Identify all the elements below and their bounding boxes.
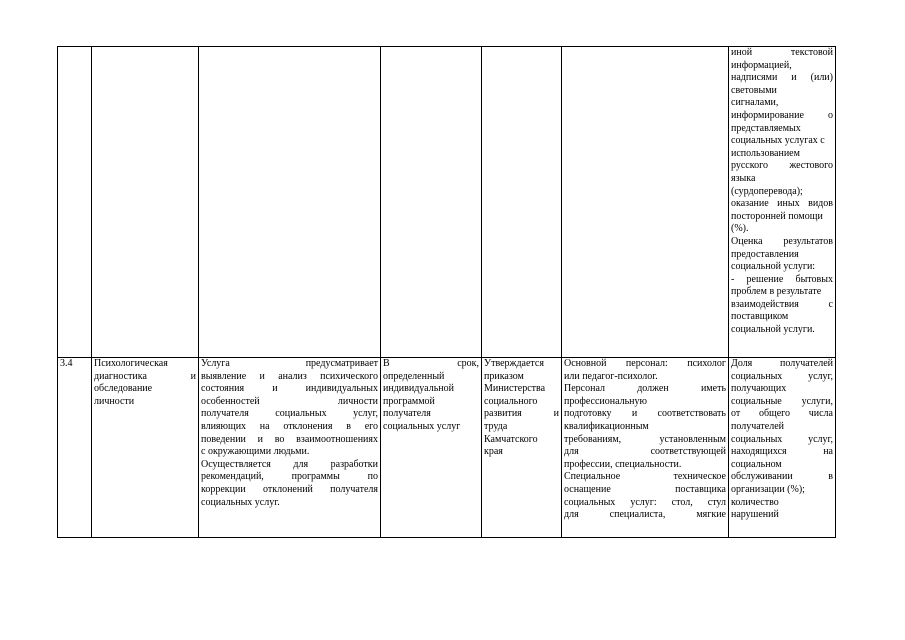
text-line: надписями и (или) [731, 72, 833, 84]
text-line: рекомендаций, программы по [201, 471, 378, 483]
text-line: информацией, [731, 59, 792, 71]
text-line: требованиям, установленным [564, 433, 726, 445]
cell-service-cost [482, 358, 562, 538]
text-line: профессиональную [564, 395, 647, 407]
text-line: Основной персонал: психолог [564, 358, 726, 369]
text-line: или педагог-психолог. [564, 370, 658, 382]
text-line: взаимодействия с [731, 298, 833, 310]
cell-service-indicators [729, 358, 836, 538]
text-line: находящихся на [731, 446, 833, 458]
cell-description [199, 47, 381, 358]
text-line: состояния и индивидуальных [201, 383, 378, 395]
text-line: социальных услуг. [201, 496, 280, 508]
text-line: русского жестового [731, 160, 833, 172]
text-line: труда [484, 420, 508, 432]
text-line: социальных услугах с [731, 135, 825, 147]
text-line: В срок, [383, 358, 479, 369]
text-line: программой [383, 395, 435, 407]
text-line: Доля получателей [731, 358, 833, 369]
text-line: получателя [383, 408, 431, 420]
text-line: социальных услуг: стол, стул [564, 496, 726, 508]
cell-cost [482, 47, 562, 358]
text-line: личности [94, 395, 135, 407]
text-line: (%). [731, 223, 749, 235]
text-line: - решение бытовых [731, 273, 833, 285]
text-line: оснащение поставщика [564, 483, 726, 495]
text-line: для специалиста, мягкие [564, 509, 726, 521]
text-line: социальных услуг, [731, 433, 833, 445]
text-line: (сурдоперевода); [731, 185, 803, 197]
text-line: представляемых [731, 122, 801, 134]
text-line: для соответствующей [564, 446, 726, 458]
text-line: Специальное техническое [564, 471, 726, 483]
cell-service-description [199, 358, 381, 538]
text-line: диагностика и [94, 370, 196, 382]
text-line: социальной услуги: [731, 261, 816, 273]
text-line: профессии, специальности. [564, 458, 682, 470]
text-line: социальном [731, 458, 782, 470]
text-line: нарушений [731, 509, 779, 521]
text-line: Осуществляется для разработки [201, 458, 378, 470]
text-line: языка [731, 172, 756, 184]
cell-number: 3.4 [58, 358, 92, 538]
text-line: приказом [484, 370, 524, 382]
cell-conditions [562, 47, 729, 358]
text-line: обследование [94, 383, 153, 395]
text-line: получателя социальных услуг, [201, 408, 378, 420]
text-line: использованием [731, 147, 800, 159]
table-row-3-4 [58, 358, 836, 538]
text-line: влияющих на отклонения в его [201, 420, 378, 432]
text-line: особенностей личности [201, 395, 378, 407]
text-line: обслуживании в [731, 471, 833, 483]
cell-term [381, 47, 482, 358]
cell-name [92, 47, 199, 358]
text-line: квалификационным [564, 420, 649, 432]
cell-indicators [729, 47, 836, 358]
cell-service-conditions [562, 358, 729, 538]
text-line: оказание иных видов [731, 198, 833, 210]
text-line: посторонней помощи [731, 210, 823, 222]
text-line: социального [484, 395, 538, 407]
text-line: иной текстовой [731, 47, 833, 58]
text-line: поведении и во взаимоотношениях [201, 433, 378, 445]
text-line: Услуга предусматривает [201, 358, 378, 369]
text-line: с окружающими людьми. [201, 446, 310, 458]
text-line: социальных услуг, [731, 370, 833, 382]
text-line: получателей [731, 420, 785, 432]
text-line: организации (%); [731, 483, 805, 495]
text-line: от общего числа [731, 408, 833, 420]
text-line: Персонал должен иметь [564, 383, 726, 395]
text-line: развития и [484, 408, 559, 420]
cell-service-term [381, 358, 482, 538]
text-line: информирование о [731, 109, 833, 121]
text-line: края [484, 446, 503, 458]
text-line: сигналами, [731, 97, 779, 109]
text-line: световыми [731, 84, 777, 96]
text-line: предоставления [731, 248, 799, 260]
text-line: выявление и анализ психического [201, 370, 378, 382]
services-table [57, 46, 836, 538]
table-row-continuation [58, 47, 836, 358]
text-line: коррекции отклонений получателя [201, 483, 378, 495]
text-line: социальных услуг [383, 420, 461, 432]
text-line: социальной услуги. [731, 324, 815, 336]
text-line: поставщиком [731, 311, 789, 323]
text-line: подготовку и соответствовать [564, 408, 726, 420]
text-line: Психологическая [94, 358, 168, 369]
text-line: проблем в результате [731, 286, 822, 298]
text-line: социальные услуги, [731, 395, 833, 407]
text-line: Оценка результатов [731, 235, 833, 247]
text-line: Камчатского [484, 433, 538, 445]
cell-number [58, 47, 92, 358]
cell-service-name [92, 358, 199, 538]
text-line: получающих [731, 383, 787, 395]
text-line: количество [731, 496, 779, 508]
text-line: Утверждается [484, 358, 544, 369]
text-line: Министерства [484, 383, 546, 395]
text-line: индивидуальной [383, 383, 454, 395]
text-line: определенный [383, 370, 445, 382]
